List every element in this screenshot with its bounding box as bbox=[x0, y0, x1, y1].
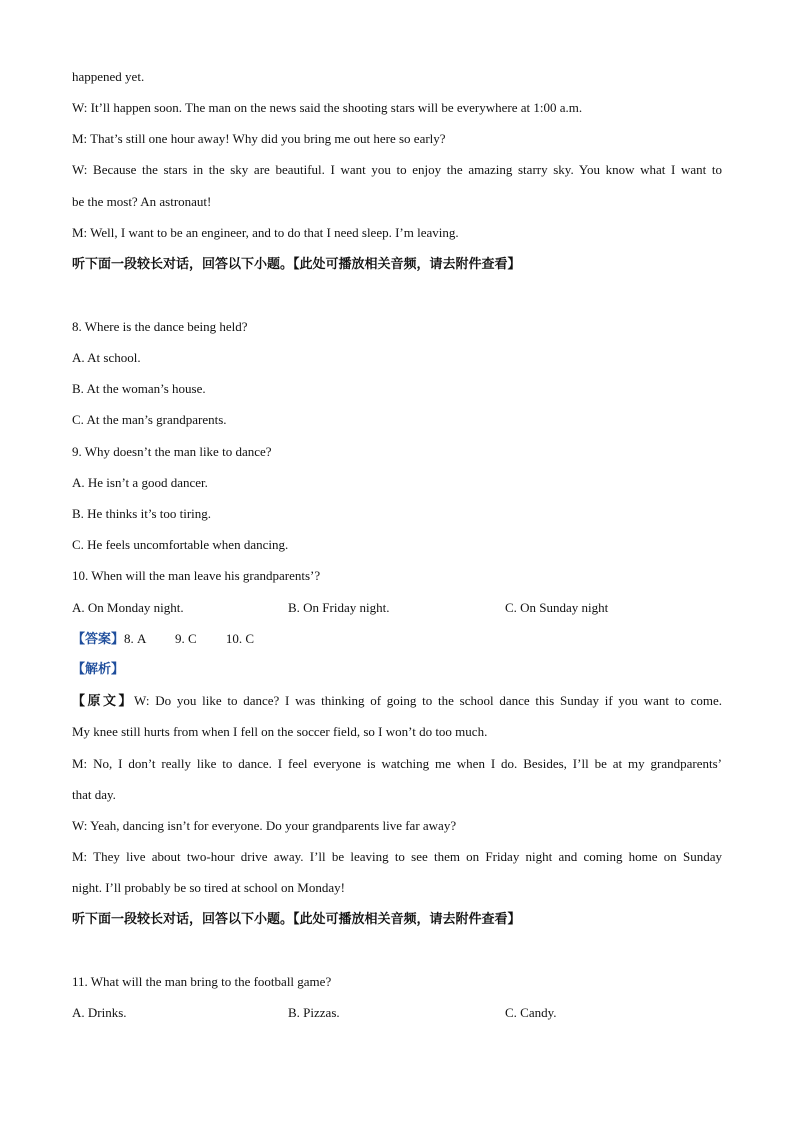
question-11: 11. What will the man bring to the football game? bbox=[72, 974, 332, 989]
dialogue-line: be the most? An astronaut! bbox=[72, 194, 212, 209]
option-11a: A. Drinks. bbox=[72, 1005, 127, 1020]
option-10a: A. On Monday night. bbox=[72, 600, 184, 615]
transcript-line: W: Yeah, dancing isn’t for everyone. Do your grandparents live far away? bbox=[72, 818, 457, 833]
dialogue-line: happened yet. bbox=[72, 69, 145, 84]
option-8b: B. At the woman’s house. bbox=[72, 381, 206, 396]
transcript-line: My knee still hurts from when I fell on the soccer field, so I won’t do too much. bbox=[72, 724, 488, 739]
question-10: 10. When will the man leave his grandparents’? bbox=[72, 568, 321, 583]
question-8: 8. Where is the dance being held? bbox=[72, 319, 248, 334]
answer-9: 9. C bbox=[174, 631, 197, 646]
option-11c: C. Candy. bbox=[505, 1005, 557, 1020]
transcript-line: M: No, I don’t really like to dance. I feel everyone is watching me when I do. Besides, I’ll be at my grandparents’ bbox=[72, 756, 722, 771]
transcript-line: night. I’ll probably be so tired at school on Monday! bbox=[72, 880, 345, 895]
option-9b: B. He thinks it’s too tiring. bbox=[72, 506, 212, 521]
option-8a: A. At school. bbox=[72, 350, 141, 365]
option-10b: B. On Friday night. bbox=[288, 600, 390, 615]
answer-line bbox=[72, 631, 254, 648]
transcript-line: that day. bbox=[72, 787, 116, 802]
question-9: 9. Why doesn’t the man like to dance? bbox=[72, 444, 272, 459]
option-8c: C. At the man’s grandparents. bbox=[72, 412, 227, 427]
option-9c: C. He feels uncomfortable when dancing. bbox=[72, 537, 289, 552]
answer-10: 10. C bbox=[225, 631, 255, 646]
option-10c: C. On Sunday night bbox=[505, 600, 609, 615]
dialogue-line: W: It’ll happen soon. The man on the news said the shooting stars will be everywhere at 1:00 a.m. bbox=[72, 100, 583, 115]
analysis-label: 【解析】 bbox=[72, 662, 125, 677]
transcript-label: 【原文】 bbox=[72, 694, 135, 709]
dialogue-line: M: That’s still one hour away! Why did you bring me out here so early? bbox=[72, 131, 446, 146]
option-11b: B. Pizzas. bbox=[288, 1005, 340, 1020]
transcript-line: 【原文】W: Do you like to dance? I was thinking of going to the school dance this Sunday if you want to come. bbox=[72, 693, 722, 709]
option-9a: A. He isn’t a good dancer. bbox=[72, 475, 208, 490]
listening-instruction: 听下面一段较长对话，回答以下小题。【此处可播放相关音频，请去附件查看】 bbox=[72, 257, 521, 272]
dialogue-line: M: Well, I want to be an engineer, and to do that I need sleep. I’m leaving. bbox=[72, 225, 459, 240]
answer-label: 【答案】 bbox=[72, 632, 125, 647]
answer-8: 8. A bbox=[124, 631, 146, 646]
dialogue-line: W: Because the stars in the sky are beautiful. I want you to enjoy the amazing starry sky. You know what I want to bbox=[72, 162, 722, 177]
listening-instruction: 听下面一段较长对话，回答以下小题。【此处可播放相关音频，请去附件查看】 bbox=[72, 912, 521, 927]
transcript-line: M: They live about two-hour drive away. I’ll be leaving to see them on Friday night and coming home on Sunday bbox=[72, 849, 722, 864]
